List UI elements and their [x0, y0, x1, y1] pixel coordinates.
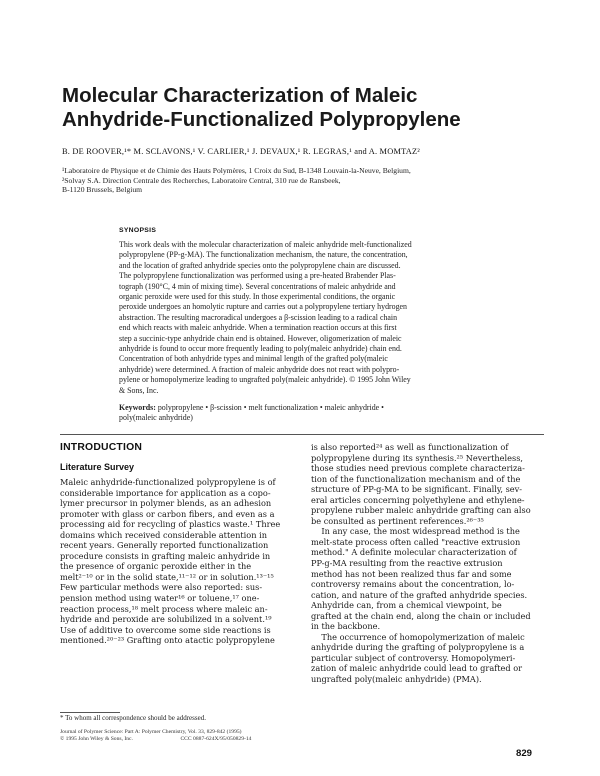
affiliation-line: ¹Laboratoire de Physique et de Chimie des Hauts Polymères, 1 Croix du Sud, B-1348 Louvain-la-Neuve, Belgium, [62, 166, 411, 175]
body-line: zation of maleic anhydride could lead to grafted or [311, 663, 523, 674]
synopsis-line: organic peroxide were used for this study. In those experimental conditions, the organic [119, 292, 396, 302]
body-line: recent years. Generally reported functionalization [60, 540, 269, 551]
body-line: ungrafted poly(maleic anhydride) (PMA). [311, 674, 482, 685]
synopsis-line: pylene or homopolymerize leading to ungrafted poly(maleic anhydride). © 1995 John Wiley [119, 375, 411, 385]
body-line: anhydride during the grafting of polypropylene is a [311, 642, 525, 653]
body-line: hydride and peroxide are solubilized in a solvent.¹⁹ [60, 614, 272, 625]
synopsis-heading: SYNOPSIS [119, 227, 157, 234]
body-line: Use of additive to overcome some side reactions is [60, 624, 271, 635]
synopsis-line: anhydride is found to occur more frequently leading to poly(maleic anhydride) chain end. [119, 344, 402, 354]
body-line: be consulted as pertinent references.²⁶⁻³⁵ [311, 515, 484, 526]
body-line: Few particular methods were also reported: sus- [60, 582, 263, 593]
body-line: the presence of organic peroxide either in the [60, 561, 252, 572]
body-line: domains which received considerable attention in [60, 529, 267, 540]
synopsis-line: polypropylene (PP-g-MA). The functionalization mechanism, the nature, the concentration, [119, 250, 408, 260]
keywords-label: Keywords: [119, 403, 156, 412]
body-line: grafted at the chain end, along the chain or included [311, 610, 531, 621]
title-line: Anhydride-Functionalized Polypropylene [62, 108, 461, 131]
body-line: method." A definite molecular characterization of [311, 547, 517, 558]
title-line: Molecular Characterization of Maleic [62, 84, 418, 107]
body-line: melt²⁻¹⁰ or in the solid state,¹¹⁻¹² or in solution.¹³⁻¹⁵ [60, 571, 274, 582]
body-line: Maleic anhydride-functionalized polypropylene is of [60, 477, 276, 487]
synopsis-line: The polypropylene functionalization was performed using a pre-heated Brabender Plas- [119, 271, 396, 281]
body-line: reaction process,¹⁸ melt process where maleic an- [60, 603, 268, 614]
keywords [119, 403, 539, 424]
affiliations [62, 166, 542, 195]
synopsis-line: peroxide undergoes an homolytic rupture and carries out a polypropylene tertiary hydrogen [119, 302, 407, 312]
keywords-text: polypropylene • β-scission • melt functionalization • maleic anhydride • [157, 403, 384, 412]
body-line: tion of the functionalization mechanism and of the [311, 473, 521, 484]
journal-line: Journal of Polymer Science: Part A: Polymer Chemistry, Vol. 33, 829-842 (1995) [60, 729, 242, 735]
body-line: procedure consists in grafting maleic anhydride in [60, 550, 271, 561]
footnote [60, 714, 296, 723]
right-column-body [311, 442, 547, 685]
body-line: those studies need previous complete characteriza- [311, 463, 525, 474]
body-line: promoter with glass or carbon fibers, and even as a [60, 508, 275, 519]
body-line: The occurrence of homopolymerization of maleic [311, 631, 525, 642]
body-line: method has not been realized thus far and some [311, 568, 512, 579]
introduction-heading: INTRODUCTION [60, 442, 143, 453]
body-line: particular subject of controversy. Homopolymeri- [311, 652, 516, 663]
body-line: eral articles concerning polyethylene and ethylene- [311, 494, 525, 505]
body-line: pension method using water¹⁶ or toluene,¹⁷ one- [60, 593, 260, 604]
body-line: polypropylene during its synthesis.²⁵ Nevertheless, [311, 452, 523, 463]
body-line: lymer precursor in polymer blends, as an adhesion [60, 498, 272, 509]
synopsis-line: and the location of grafted anhydride species onto the polypropylene chain are discussed. [119, 260, 401, 270]
synopsis-line: & Sons, Inc. [119, 385, 159, 395]
synopsis-line: tograph (190°C, 4 min of mixing time). Several concentrations of maleic anhydride and [119, 281, 396, 291]
affiliation-line: ²Solvay S.A. Direction Centrale des Recherches, Laboratoire Central, 310 rue de Ransbeek, [62, 175, 341, 185]
body-line: in the backbone. [311, 621, 381, 632]
page-number: 829 [516, 748, 533, 759]
section-divider [60, 434, 544, 435]
synopsis-line: end which reacts with maleic anhydride. When a termination reaction occurs at this first [119, 323, 397, 333]
body-line: In any case, the most widespread method is the [311, 526, 520, 537]
footnote-divider [60, 712, 120, 713]
body-line: considerable importance for application as a copo- [60, 487, 271, 498]
body-line: Anhydride can, from a chemical viewpoint, be [311, 600, 502, 611]
synopsis-line: Concentration of both anhydride types and minimal length of the grafted poly(maleic [119, 354, 388, 364]
synopsis-line: anhydride) were determined. A fraction of maleic anhydride does not react with polypro- [119, 364, 400, 374]
body-line: melt-state process often called "reactive extrusion [311, 536, 521, 547]
literature-survey-heading: Literature Survey [60, 462, 135, 472]
synopsis-abstract [119, 240, 539, 396]
body-line: mentioned.²⁰⁻²³ Grafting onto atactic polypropylene [60, 635, 275, 646]
journal-line: © 1995 John Wiley & Sons, Inc. CCC 0887-624X/95/050829-14 [60, 735, 252, 742]
synopsis-line: step a succinic-type anhydride chain end is obtained. However, oligomerization of maleic [119, 333, 402, 343]
keywords-line: poly(maleic anhydride) [119, 413, 193, 423]
keywords-line [119, 403, 539, 413]
body-line: controversy remains about the concentration, lo- [311, 579, 515, 590]
body-line: processing aid for recycling of plastics waste.¹ Three [60, 519, 281, 530]
body-line: is also reported²⁴ as well as functionalization of [311, 442, 509, 452]
article-title [62, 84, 532, 132]
body-line: propylene rubber maleic anhydride grafting can also [311, 505, 531, 516]
footnote-text: * To whom all correspondence should be addressed. [60, 714, 206, 722]
synopsis-line: abstraction. The resulting macroradical undergoes a β-scission leading to a radical chain [119, 312, 398, 322]
journal-citation [60, 729, 320, 743]
body-line: cation, and nature of the grafted anhydride species. [311, 589, 528, 600]
body-line: PP-g-MA resulting from the reactive extrusion [311, 558, 503, 569]
synopsis-line: This work deals with the molecular characterization of maleic anhydride melt-functionalized [119, 240, 412, 249]
left-column-body [60, 477, 296, 646]
body-line: structure of PP-g-MA to be significant. Finally, sev- [311, 484, 523, 495]
affiliation-line: B-1120 Brussels, Belgium [62, 185, 143, 195]
author-list: B. DE ROOVER,¹* M. SCLAVONS,¹ V. CARLIER,¹ J. DEVAUX,¹ R. LEGRAS,¹ and A. MOMTAZ² [62, 147, 421, 156]
